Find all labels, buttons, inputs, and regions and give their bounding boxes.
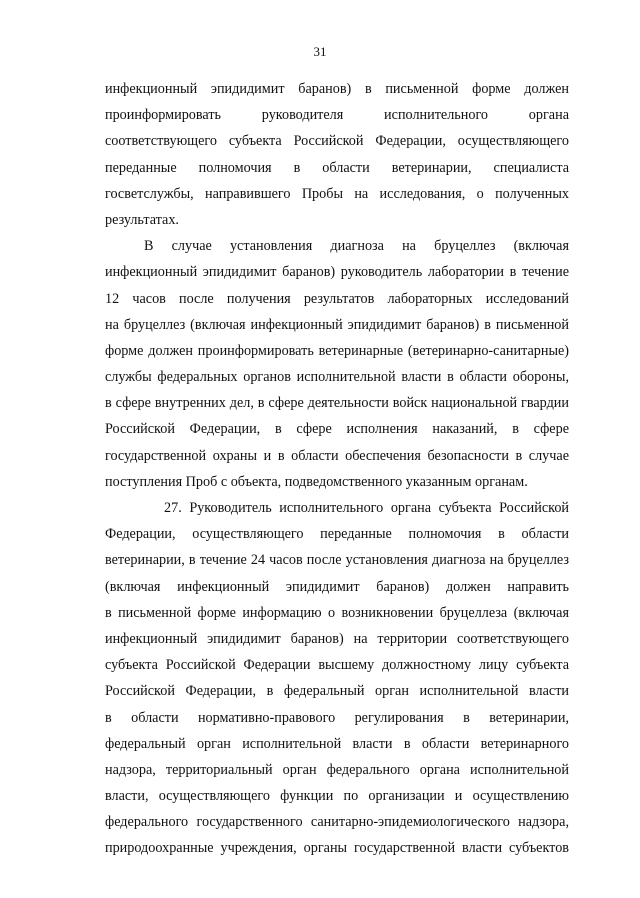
text-line: в сфере внутренних дел, в сфере деятельности войск национальной гвардии — [105, 395, 569, 412]
text-line: федеральный орган исполнительной власти в области ветеринарного — [105, 735, 569, 752]
text-line: государственной охраны и в области обеспечения безопасности в случае — [105, 447, 569, 464]
document-body — [105, 76, 569, 862]
text-line: Федерации, осуществляющего переданные полномочия в области — [105, 526, 569, 543]
text-line: федерального государственного санитарно-эпидемиологического надзора, — [105, 814, 569, 831]
text-line: инфекционный эпидидимит баранов) в письменной форме должен — [105, 81, 569, 97]
text-line: проинформировать руководителя исполнительного органа — [105, 107, 569, 124]
page-number: 31 — [313, 44, 327, 59]
text-line: инфекционный эпидидимит баранов) руководитель лаборатории в течение — [105, 264, 569, 281]
text-line: 12 часов после получения результатов лабораторных исследований — [105, 290, 569, 307]
text-line: (включая инфекционный эпидидимит баранов) должен направить — [105, 578, 569, 595]
text-line: в письменной форме информацию о возникновении бруцеллеза (включая — [105, 604, 569, 621]
text-line: власти, осуществляющего функции по организации и осуществлению — [105, 788, 569, 805]
text-line: соответствующего субъекта Российской Федерации, осуществляющего — [105, 133, 569, 150]
text-line: форме должен проинформировать ветеринарные (ветеринарно-санитарные) — [105, 342, 569, 359]
text-line: результатах. — [105, 211, 179, 228]
text-line: службы федеральных органов исполнительной власти в области обороны, — [105, 369, 569, 386]
paragraph-2 — [105, 233, 569, 495]
text-line: Российской Федерации, в федеральный орган исполнительной власти — [105, 683, 569, 700]
text-line: переданные полномочия в области ветеринарии, специалиста — [105, 159, 569, 176]
text-line: в области нормативно-правового регулирования в ветеринарии, — [105, 709, 569, 726]
text-line: ветеринарии, в течение 24 часов после установления диагноза на бруцеллез — [105, 552, 569, 569]
text-line: поступления Проб с объекта, подведомственного указанным органам. — [105, 473, 528, 490]
text-line: 27. Руководитель исполнительного органа субъекта Российской — [164, 500, 569, 516]
text-line: В случае установления диагноза на бруцеллез (включая — [144, 238, 569, 255]
paragraph-3 — [105, 495, 569, 862]
text-line: госветслужбы, направившего Пробы на исследования, о полученных — [105, 185, 569, 202]
paragraph-1 — [105, 76, 569, 233]
text-line: на бруцеллез (включая инфекционный эпидидимит баранов) в письменной — [105, 316, 569, 333]
text-line: субъекта Российской Федерации высшему должностному лицу субъекта — [105, 657, 569, 674]
text-line: инфекционный эпидидимит баранов) на территории соответствующего — [105, 630, 569, 647]
text-line: Российской Федерации, в сфере исполнения наказаний, в сфере — [105, 421, 569, 438]
text-line: природоохранные учреждения, органы государственной власти субъектов — [105, 840, 569, 857]
text-line: надзора, территориальный орган федерального органа исполнительной — [105, 761, 569, 778]
